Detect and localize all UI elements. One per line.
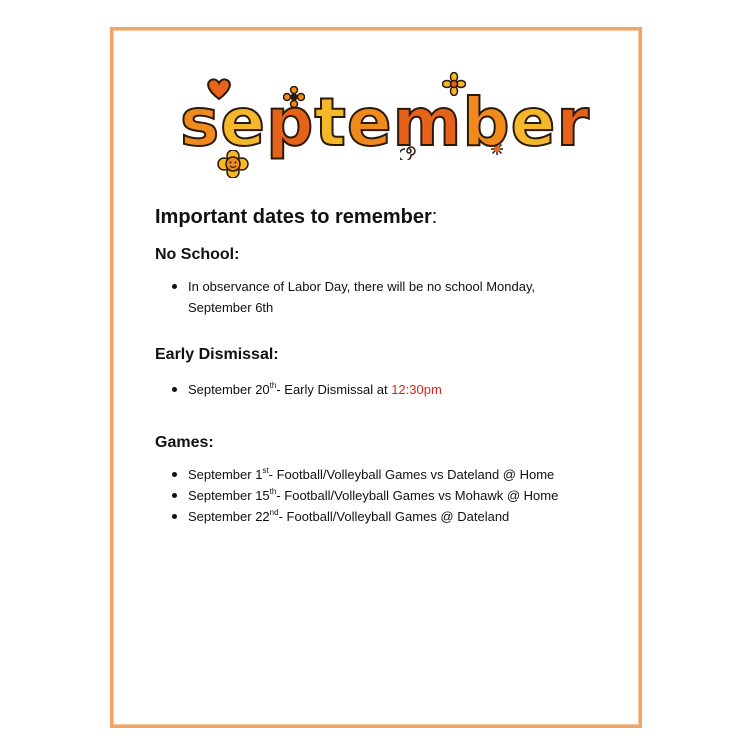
list-item: September 20th- Early Dismissal at 12:30pm bbox=[170, 379, 442, 400]
list-item: In observance of Labor Day, there will be no school Monday, September 6th bbox=[170, 276, 570, 318]
early-dismissal-list bbox=[170, 379, 442, 400]
list-item: September 1st- Football/Volleyball Games vs Dateland @ Home bbox=[170, 464, 558, 485]
no-school-list bbox=[170, 276, 570, 318]
september-title-art: september bbox=[180, 84, 590, 161]
early-dismissal-title: Early Dismissal: bbox=[155, 346, 279, 363]
list-item: September 15th- Football/Volleyball Games vs Mohawk @ Home bbox=[170, 485, 558, 506]
games-title: Games: bbox=[155, 434, 214, 451]
september-logo bbox=[180, 62, 590, 182]
page-heading: Important dates to remember: bbox=[155, 206, 438, 228]
list-item: September 22nd- Football/Volleyball Games @ Dateland bbox=[170, 506, 558, 527]
no-school-title: No School: bbox=[155, 246, 240, 263]
games-list bbox=[170, 464, 558, 527]
